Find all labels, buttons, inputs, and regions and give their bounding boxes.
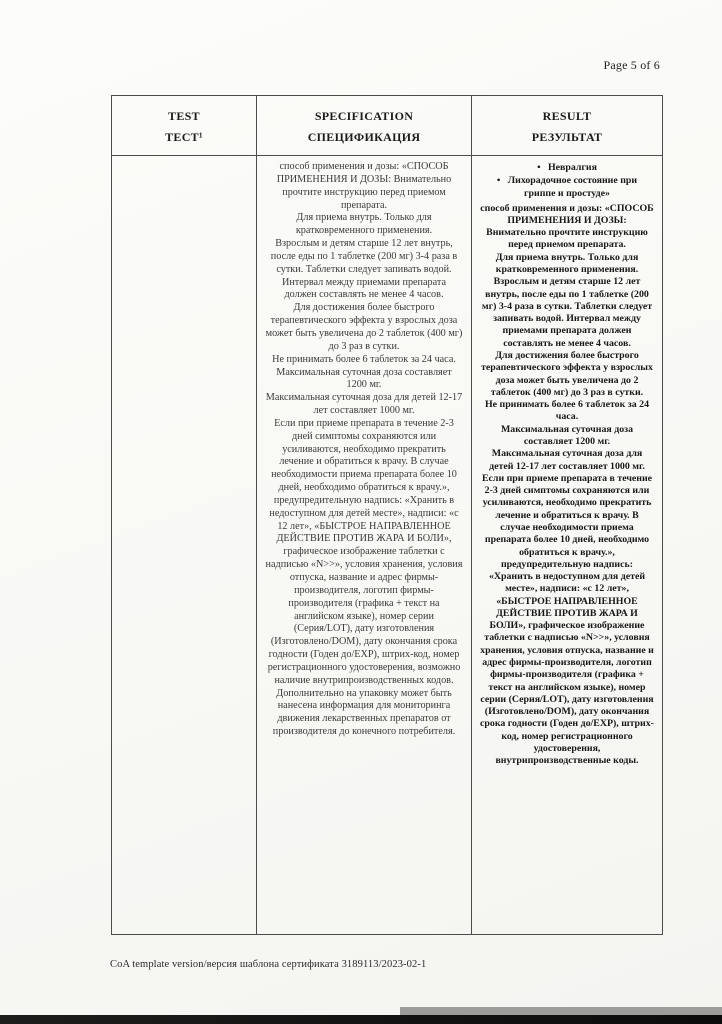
coa-table (111, 95, 663, 935)
column-header-specification-ru: СПЕЦИФИКАЦИЯ (307, 130, 421, 144)
paragraph: Взрослым и детям старше 12 лет внутрь, после еды по 1 таблетке (200 мг) 3-4 раза в сутки. Таблетки следует запивать водой. Интервал между приемами препарата должен составлять не менее 4 часов. (481, 276, 653, 349)
column-header-result-ru: РЕЗУЛЬТАТ (531, 130, 603, 144)
result-paragraphs (480, 203, 654, 768)
column-header-specification (256, 96, 471, 155)
paragraph: Не принимать более 6 таблеток за 24 часа. (272, 353, 456, 365)
column-header-test (112, 96, 256, 155)
paragraph: Внимательно прочтите инструкцию перед приемом препарата. (486, 227, 648, 251)
bullet-item: • Невралгия (480, 162, 654, 175)
paragraph: Максимальная суточная доза для детей 12-17 лет составляет 1000 мг. (265, 392, 463, 417)
column-header-result (471, 96, 662, 155)
paragraph: Не принимать более 6 таблеток за 24 часа. (484, 399, 650, 423)
table-header-row (112, 96, 662, 156)
page-number: Page 5 of 6 (603, 58, 660, 72)
column-header-test-ru: ТЕСТ¹ (165, 130, 203, 144)
paragraph: Для достижения более быстрого терапевтического эффекта у взрослых доза может быть увеличена до 2 таблеток (400 мг) до 3 раз в сутки. (481, 350, 653, 398)
bullet-item: • Лихорадочное состояние при гриппе и простуде» (480, 175, 654, 201)
result-bullet-list (480, 162, 654, 201)
paragraph: способ применения и дозы: «СПОСОБ ПРИМЕНЕНИЯ И ДОЗЫ: Внимательно прочтите инструкцию перед приемом препарата. (276, 161, 452, 211)
paragraph: Если при приеме препарата в течение 2-3 дней симптомы сохраняются или усиливаются, необходимо прекратить лечение и обратиться к врачу. В случае необходимости приема препарата более 10 дней, необходимо обратиться к врачу.», (481, 472, 653, 558)
paragraph: Взрослым и детям старше 12 лет внутрь, после еды по 1 таблетке (200 мг) 3-4 раза в сутки. Таблетки следует запивать водой. Интервал между приемами препарата должен составлять не менее 4 часов. (270, 238, 458, 301)
footer-note: CoA template version/версия шаблона сертификата 3189113/2023-02-1 (110, 959, 427, 970)
paragraph: Дополнительно на упаковку может быть нанесена информация для мониторинга движения лекарственных препаратов от производителя до конечного потребителя. (272, 687, 456, 738)
cell-specification (256, 156, 471, 934)
paragraph: Для достижения более быстрого терапевтического эффекта у взрослых доза может быть увеличена до 2 таблеток (400 мг) до 3 раз в сутки. (265, 302, 463, 352)
paragraph: Для приема внутрь. Только для кратковременного применения. (495, 251, 639, 276)
paragraph: Максимальная суточная доза составляет 1200 мг. (500, 423, 634, 447)
paragraph: Если при приеме препарата в течение 2-3 дней симптомы сохраняются или усиливаются, необходимо прекратить лечение и обратиться к врачу. В случае необходимости приема препарата более 10 дней, необходимо обратиться к врачу.», предупредительную надпись: «Хранить в недоступном для детей месте», надписи: «с 12 лет», «БЫСТРОЕ НАПРАВЛЕННОЕ ДЕЙСТВИЕ ПРОТИВ ЖАРА И БОЛИ», графическое изображение таблетки с надписью «N>>», условия хранения, условия отпуска, название и адрес фирмы-производителя, логотип фирмы-производителя (графика + текст на английском языке), номер серии (Серия/LOT), дату изготовления (Изготовлено/DOM), дату окончания срока годности (Годен до/EXP), штрих-код, номер регистрационного удостоверения, возможно наличие внутрипроизводственных кодов. (265, 417, 463, 686)
column-header-test-en: TEST (168, 109, 200, 123)
table-body-row (112, 156, 662, 934)
scan-artifact-bar (0, 1015, 722, 1024)
paragraph: Максимальная суточная доза составляет 1200 мг. (276, 366, 452, 391)
scan-artifact-gray (400, 1007, 722, 1015)
paragraph: предупредительную надпись: «Хранить в недоступном для детей месте», надписи: «с 12 лет», «БЫСТРОЕ НАПРАВЛЕННОЕ ДЕЙСТВИЕ ПРОТИВ ЖАРА И БОЛИ», графическое изображение таблетки с надписью «N>>», условия хранения, условия отпуска, название и адрес фирмы-производителя, логотип фирмы-производителя (графика + текст на английском языке), номер серии (Серия/LOT), дату изготовления (Изготовлено/DOM), дату окончания срока годности (Годен до/EXP), штрих-код, номер регистрационного удостоверения, внутрипроизводственные коды. (480, 558, 654, 767)
column-header-specification-en: SPECIFICATION (314, 109, 414, 123)
paragraph: способ применения и дозы: «СПОСОБ ПРИМЕНЕНИЯ И ДОЗЫ: (480, 202, 654, 226)
paragraph: Для приема внутрь. Только для кратковременного применения. (295, 212, 433, 237)
cell-result (471, 156, 662, 934)
cell-test (112, 156, 256, 934)
column-header-result-en: RESULT (542, 109, 592, 123)
paragraph: Максимальная суточная доза для детей 12-17 лет составляет 1000 мг. (489, 448, 645, 472)
